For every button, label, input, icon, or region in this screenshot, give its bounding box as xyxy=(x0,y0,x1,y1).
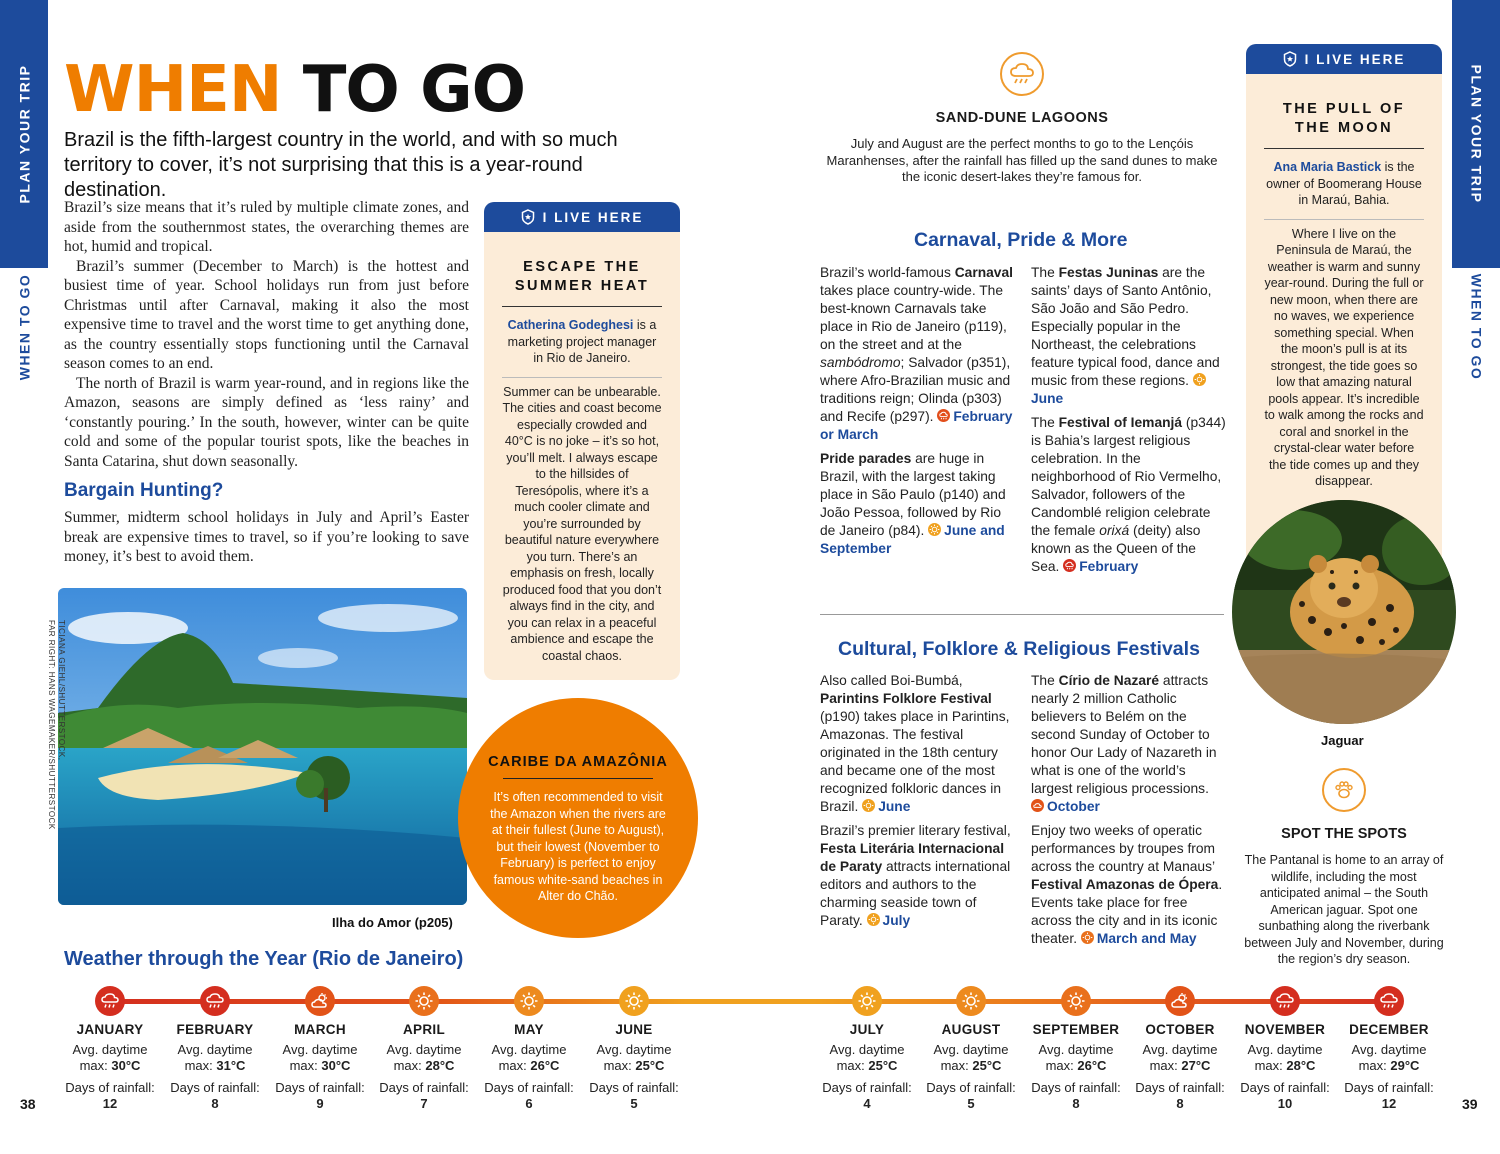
event-name: Festival Amazonas de Ópera xyxy=(1031,877,1219,892)
caribe-title: CARIBE DA AMAZÔNIA xyxy=(488,754,668,770)
text: Enjoy two weeks of operatic performances by troupes from across the country at Manaus’ xyxy=(1031,823,1216,874)
weather-month xyxy=(1120,986,1240,1112)
text: attracts international editors and authors to the charming seaside town of Paraty. xyxy=(820,859,1011,928)
text: The xyxy=(1031,673,1059,688)
live-title xyxy=(1246,100,1442,138)
tab-label: PLAN YOUR TRIP xyxy=(1468,64,1485,204)
live-quote: Where I live on the Peninsula de Maraú, the weather is warm and sunny year-round. During the full or new moon, when there are no waves, we experience something special. When the moon’s pull is at its strongest, the tide goes so low that amazing natural pools appear. It’s incredible to walk among the rocks and coral and snorkel in the crystal-clear water before the tide comes up and they disappear. xyxy=(1264,226,1424,488)
divider xyxy=(503,778,653,779)
month-name: MAY xyxy=(514,1022,544,1037)
cultural-heading: Cultural, Folklore & Religious Festivals xyxy=(838,638,1200,660)
event-month: June xyxy=(878,799,911,814)
month-rainfall: Days of rainfall: 5 xyxy=(926,1080,1016,1111)
carnaval-column-left xyxy=(820,264,1016,564)
intro-text: Brazil is the fifth-largest country in the world, and with so much territory to cover, it’s not surprising that this is a year-round destination. xyxy=(64,129,618,201)
ilha-do-amor-photo xyxy=(58,588,467,905)
sun-icon xyxy=(1193,373,1206,386)
weather-month xyxy=(260,986,380,1112)
rain-cloud-icon xyxy=(95,986,125,1016)
month-temperature: Avg. daytime max: 29°C xyxy=(1351,1042,1427,1073)
sun-icon xyxy=(867,913,880,926)
carnaval-paragraph xyxy=(1031,414,1227,576)
jaguar-illustration xyxy=(1232,500,1456,724)
month-name: MARCH xyxy=(294,1022,346,1037)
live-title-line: THE PULL OF xyxy=(1282,101,1406,117)
bargain-text: Summer, midterm school holidays in July and April’s Easter break are expensive times to travel, so if you’re looking to save money, it’s best to avoid them. xyxy=(64,509,469,565)
month-rainfall: Days of rainfall: 5 xyxy=(589,1080,679,1111)
page-title xyxy=(64,53,525,127)
cultural-column-right xyxy=(1031,672,1227,954)
month-name: SEPTEMBER xyxy=(1032,1022,1120,1037)
weather-month xyxy=(364,986,484,1112)
weather-heading: Weather through the Year (Rio de Janeiro) xyxy=(64,948,464,970)
sand-dune-title: SAND-DUNE LAGOONS xyxy=(935,110,1109,126)
event-month: February or March xyxy=(820,409,1013,442)
sun-icon xyxy=(409,986,439,1016)
month-name: OCTOBER xyxy=(1145,1022,1215,1037)
i-live-here-box-right xyxy=(1246,44,1442,564)
month-name: AUGUST xyxy=(941,1022,1001,1037)
tab-label: WHEN TO GO xyxy=(16,273,32,381)
cultural-column-left xyxy=(820,672,1016,936)
cloud-sun-icon xyxy=(305,986,335,1016)
event-month: February xyxy=(1079,559,1139,574)
person-name: Catherina Godeghesi xyxy=(507,318,634,332)
sun-icon xyxy=(514,986,544,1016)
weather-month xyxy=(155,986,275,1112)
rain-cloud-icon xyxy=(1063,559,1076,572)
spots-title: SPOT THE SPOTS xyxy=(1281,826,1407,842)
body-paragraph: Brazil’s size means that it’s ruled by multiple climate zones, and aside from the southernmost states, the overarching themes are hot, humid and tropical. xyxy=(64,199,469,255)
cloud-sun-icon xyxy=(1165,986,1195,1016)
month-temperature: Avg. daytime max: 25°C xyxy=(933,1042,1009,1073)
text: . Events take place for free across the city and in its iconic theater. xyxy=(1031,877,1223,946)
page-number-right: 39 xyxy=(1462,1096,1478,1112)
month-temperature: Avg. daytime max: 25°C xyxy=(596,1042,672,1073)
sun-icon xyxy=(862,799,875,812)
jaguar-caption: Jaguar xyxy=(1321,733,1364,748)
event-name: Círio de Nazaré xyxy=(1058,673,1160,688)
text: The xyxy=(1031,415,1059,430)
month-temperature: Avg. daytime max: 30°C xyxy=(72,1042,148,1073)
event-name: Parintins Folklore Festival xyxy=(820,691,992,706)
live-title-line: ESCAPE THE xyxy=(523,259,641,275)
month-rainfall: Days of rainfall: 8 xyxy=(1031,1080,1121,1111)
live-title-line: THE MOON xyxy=(1294,120,1394,136)
month-name: NOVEMBER xyxy=(1244,1022,1326,1037)
i-live-here-header xyxy=(484,202,680,232)
cloud-sun-icon xyxy=(1031,799,1044,812)
event-name: Festa Literária Internacional de Paraty xyxy=(820,841,1005,874)
text: Brazil’s premier literary festival, xyxy=(820,823,1011,838)
weather-month xyxy=(807,986,927,1112)
live-title xyxy=(484,258,680,296)
text: ; Salvador (p351), where Afro-Brazilian music and traditions reign; Olinda (p303) and Recife (p297). xyxy=(820,355,1011,424)
i-live-here-box-left xyxy=(484,202,680,680)
paw-print-icon xyxy=(1322,768,1366,812)
weather-month xyxy=(1225,986,1345,1112)
month-temperature: Avg. daytime max: 25°C xyxy=(829,1042,905,1073)
weather-month xyxy=(911,986,1031,1112)
event-name: Festival of Iemanjá xyxy=(1058,415,1183,430)
live-quote: Summer can be unbearable. The cities and coast become especially crowded and 40°C is no joke – it’s so hot, you’ll melt. I always escape to the hillsides of Teresópolis, where it’s a much cooler climate and you’re surrounded by beautiful nature everywhere you turn. There’s an emphasis on fresh, locally produced food that you don’t always find in the city, and you can relax in a peaceful ambience and escape the coastal chaos. xyxy=(502,384,662,663)
tab-label: WHEN TO GO xyxy=(1468,273,1484,381)
text: (p190) takes place in Parintins, Amazonas. The festival originated in the 18th century and became one of the most recognized folkloric dances in Brazil. xyxy=(820,709,1010,814)
text: are huge in Brazil, with the largest taking place in São Paulo (p140) and João Pessoa, followed by Rio de Janeiro (p84). xyxy=(820,451,1006,538)
person-description: is a marketing project manager in Rio de Janeiro. xyxy=(507,318,657,365)
month-temperature: Avg. daytime max: 28°C xyxy=(386,1042,462,1073)
event-month: June xyxy=(1031,391,1064,406)
carnaval-paragraph xyxy=(1031,264,1227,408)
text: attracts nearly 2 million Catholic believers to Belém on the second Sunday of October to honor Our Lady of Nazareth in what is one of the world’s largest religious processions. xyxy=(1031,673,1217,796)
weather-month xyxy=(469,986,589,1112)
divider xyxy=(502,377,662,378)
event-month: October xyxy=(1047,799,1100,814)
month-rainfall: Days of rainfall: 8 xyxy=(1135,1080,1225,1111)
month-temperature: Avg. daytime max: 28°C xyxy=(1247,1042,1323,1073)
month-name: JANUARY xyxy=(76,1022,144,1037)
weather-month xyxy=(50,986,170,1112)
carnaval-paragraph xyxy=(820,450,1016,558)
rain-cloud-icon xyxy=(1374,986,1404,1016)
carnaval-column-right xyxy=(1031,264,1227,582)
sun-icon xyxy=(619,986,649,1016)
event-month: July xyxy=(882,913,911,928)
month-name: APRIL xyxy=(403,1022,445,1037)
caribe-text: It’s often recommended to visit the Amazon when the rivers are at their fullest (June to August), but their lowest (November to February) is perfect to enjoy famous white-sand beaches in Alter do Chão. xyxy=(490,790,666,903)
caribe-circle xyxy=(458,698,698,938)
divider xyxy=(502,306,662,307)
month-temperature: Avg. daytime max: 30°C xyxy=(282,1042,358,1073)
carnaval-heading: Carnaval, Pride & More xyxy=(914,229,1128,251)
body-text xyxy=(64,198,469,471)
island-illustration xyxy=(58,588,467,905)
spots-text: The Pantanal is home to an array of wildlife, including the most anticipated animal – the South American jaguar. Spot one sunbathing along the riverbank between July and November, during the region’s dry season. xyxy=(1244,853,1444,966)
title-part-when: WHEN xyxy=(64,53,282,127)
page-number-left: 38 xyxy=(20,1096,36,1112)
person-name: Ana Maria Bastick xyxy=(1273,160,1382,174)
text: The xyxy=(1031,265,1059,280)
person-description: is the owner of Boomerang House in Maraú, Bahia. xyxy=(1266,160,1422,207)
divider xyxy=(1264,219,1424,220)
month-name: JULY xyxy=(849,1022,885,1037)
event-month: March and May xyxy=(1096,931,1197,946)
month-temperature: Avg. daytime max: 26°C xyxy=(491,1042,567,1073)
month-rainfall: Days of rainfall: 8 xyxy=(170,1080,260,1111)
plan-your-trip-tab xyxy=(0,0,48,268)
text: orixá xyxy=(1099,523,1130,538)
month-temperature: Avg. daytime max: 26°C xyxy=(1038,1042,1114,1073)
month-rainfall: Days of rainfall: 4 xyxy=(822,1080,912,1111)
carnaval-paragraph xyxy=(820,264,1016,444)
title-part-to-go: TO GO xyxy=(302,53,525,127)
event-name: Carnaval xyxy=(954,265,1013,280)
weather-month xyxy=(1016,986,1136,1112)
month-name: FEBRUARY xyxy=(176,1022,254,1037)
text: Also called Boi-Bumbá, xyxy=(820,673,963,688)
section-divider xyxy=(820,614,1224,615)
text: sambódromo xyxy=(820,355,901,370)
month-name: JUNE xyxy=(615,1022,653,1037)
i-live-here-label: I LIVE HERE xyxy=(542,209,644,225)
body-paragraph: The north of Brazil is warm year-round, and in regions like the Amazon, seasons are simply defined as ‘less rainy’ and ‘constantly pouring.’ In the south, however, winter can be quite cold and some of the popular tourist spots, like the beaches in Santa Catarina, shut down seasonally. xyxy=(64,374,469,470)
month-temperature: Avg. daytime max: 31°C xyxy=(177,1042,253,1073)
bargain-heading: Bargain Hunting? xyxy=(64,480,224,501)
month-name: DECEMBER xyxy=(1349,1022,1429,1037)
when-to-go-tab xyxy=(0,262,48,392)
tab-label: PLAN YOUR TRIP xyxy=(16,64,33,204)
credit-line: TICIANA GIEHL/SHUTTERSTOCK, xyxy=(57,620,66,761)
i-live-here-header xyxy=(1246,44,1442,74)
month-temperature: Avg. daytime max: 27°C xyxy=(1142,1042,1218,1073)
plan-your-trip-tab xyxy=(1452,0,1500,268)
pin-badge-icon xyxy=(1283,51,1297,67)
sun-icon xyxy=(956,986,986,1016)
rain-cloud-icon xyxy=(1270,986,1300,1016)
body-paragraph: Brazil’s summer (December to March) is the hottest and busiest time of year. School holidays run from just before Christmas until after Carnaval, making it also the most expensive time to travel and the worst time to get anything done, as the country essentially stops functioning until the Carnaval season comes to an end. xyxy=(64,257,469,372)
when-to-go-tab xyxy=(1452,262,1500,392)
month-rainfall: Days of rainfall: 7 xyxy=(379,1080,469,1111)
pin-badge-icon xyxy=(521,209,535,225)
photo-caption: Ilha do Amor (p205) xyxy=(332,915,453,930)
sun-icon xyxy=(1061,986,1091,1016)
i-live-here-label: I LIVE HERE xyxy=(1304,51,1406,67)
live-intro xyxy=(1246,159,1442,209)
text: (deity) also known as the Queen of the Sea. xyxy=(1031,523,1201,574)
live-intro xyxy=(484,317,680,367)
month-rainfall: Days of rainfall: 10 xyxy=(1240,1080,1330,1111)
cultural-paragraph xyxy=(1031,672,1227,816)
rain-cloud-icon xyxy=(937,409,950,422)
jaguar-photo xyxy=(1232,500,1456,724)
live-title-line: SUMMER HEAT xyxy=(514,278,650,294)
cultural-paragraph xyxy=(820,822,1016,930)
weather-month xyxy=(1329,986,1449,1112)
text: takes place country-wide. The best-known Carnavals take place in Rio de Janeiro (p119), on the street and at the xyxy=(820,283,1007,352)
month-rainfall: Days of rainfall: 12 xyxy=(1344,1080,1434,1111)
rain-cloud-icon xyxy=(200,986,230,1016)
sun-icon xyxy=(928,523,941,536)
sun-icon xyxy=(852,986,882,1016)
photo-credit xyxy=(46,620,66,830)
month-rainfall: Days of rainfall: 12 xyxy=(65,1080,155,1111)
weather-month xyxy=(574,986,694,1112)
text: (p344) is Bahia’s largest religious celebration. In the neighborhood of Rio Vermelho, Salvador, followers of the Candomblé religion celebrate the female xyxy=(1031,415,1226,538)
text: are the saints’ days of Santo Antônio, São João and São Pedro. Especially popular in the Northeast, the celebrations feature typical food, dance and music from these regions. xyxy=(1031,265,1220,388)
event-month: June and September xyxy=(820,523,1005,556)
event-name: Festas Juninas xyxy=(1058,265,1159,280)
divider xyxy=(1264,148,1424,149)
month-rainfall: Days of rainfall: 6 xyxy=(484,1080,574,1111)
sand-dune-text: July and August are the perfect months to go to the Lençóis Maranhenses, after the rainfall has filled up the sand dunes to make the iconic desert-lakes they’re famous for. xyxy=(826,136,1218,184)
cultural-paragraph xyxy=(820,672,1016,816)
cultural-paragraph xyxy=(1031,822,1227,948)
month-rainfall: Days of rainfall: 9 xyxy=(275,1080,365,1111)
event-name: Pride parades xyxy=(820,451,912,466)
text: Brazil’s world-famous xyxy=(820,265,955,280)
sun-icon xyxy=(1081,931,1094,944)
credit-line: FAR RIGHT: HANS WAGEMAKER/SHUTTERSTOCK xyxy=(47,620,56,830)
rain-cloud-icon xyxy=(1000,52,1044,96)
